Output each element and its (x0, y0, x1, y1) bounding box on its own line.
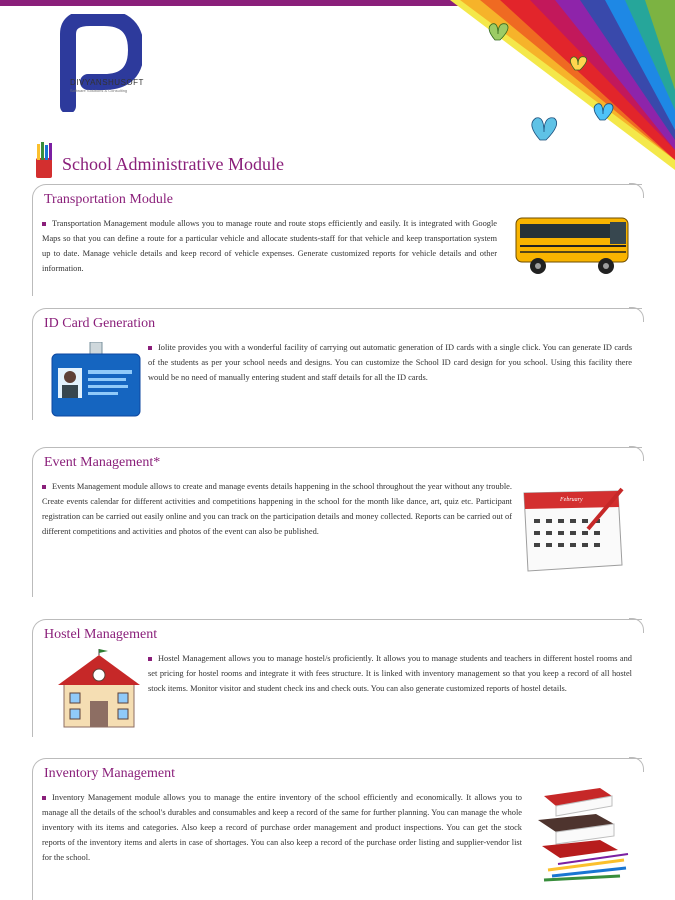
pencil-cup-icon (30, 140, 58, 180)
books-icon (534, 784, 632, 884)
section-id-card (32, 308, 642, 420)
section-title: Transportation Module (44, 192, 173, 207)
brand-name: DIVYANSHUSOFT (70, 78, 144, 87)
school-bus-icon (510, 208, 636, 280)
section-event (32, 447, 642, 597)
section-hostel (32, 619, 642, 737)
section-transportation (32, 184, 642, 296)
section-title: Event Management* (44, 455, 161, 470)
page-heading (30, 140, 330, 180)
section-inventory (32, 758, 642, 900)
section-text: Events Management module allows to create and manage events details happening in the school throughout the year without any trouble. Create events calendar for different activities and competitions happening in the school for the month like dance, art, quiz etc. Participant registration can be carried out easily online and you can track on the participation details and money collected. Reports can be carried out of different competitions and activities and photos of the event can also be published. (42, 482, 512, 536)
section-text: Hostel Management allows you to manage hostel/s proficiently. It allows you to manage students and teachers in different hostel rooms and set pricing for hostel rooms and integrate it with fees structure. It is linked with inventory management so that you keep a record of all hostel stock items. Monitor visitor and student check ins and check outs. You can also generate customized reports of hostel details. (148, 654, 632, 693)
school-building-icon (56, 649, 142, 729)
section-text: Iolite provides you with a wonderful facility of carrying out automatic generation of ID cards with a single click. You can generate ID cards of the students as per your school needs and designs. You can customize the School ID card design for you school. Using this facility there would be no need of manually entering student and staff details for all the ID cards. (148, 343, 632, 382)
calendar-month-label: February (560, 497, 583, 503)
page-title: School Administrative Module (62, 154, 284, 174)
section-title: ID Card Generation (44, 316, 156, 331)
section-title: Hostel Management (44, 627, 158, 642)
section-title: Inventory Management (44, 766, 176, 781)
brand-tagline: Software Solutions & Consulting (70, 88, 128, 93)
brand-logo-icon (50, 14, 142, 112)
color-fan-butterflies-icon (440, 0, 675, 170)
id-card-icon (50, 342, 142, 420)
section-text: Transportation Management module allows you to manage route and route stops efficiently and easily. It is integrated with Google Maps so that you can define a route for a particular vehicle and allocate students-staff for that vehicle and keep transportation system up to date. Manage vehicle details and keep record of vehicle expenses. Generate customized reports for vehicle details and other information. (42, 219, 497, 273)
section-text: Inventory Management module allows you to manage the entire inventory of the school efficiently and economically. It allows you to manage all the details of the school's durables and consumables and keep a record of the same for further planning. You can manage the whole inventory with its items and categories. Also keep a record of purchase order management and product inspections. You can get the stock reports of the inventory items and alerts in case of shortages. You can also keep a record of the purchase order listing and supplier-vendor list for the school. (42, 793, 522, 862)
